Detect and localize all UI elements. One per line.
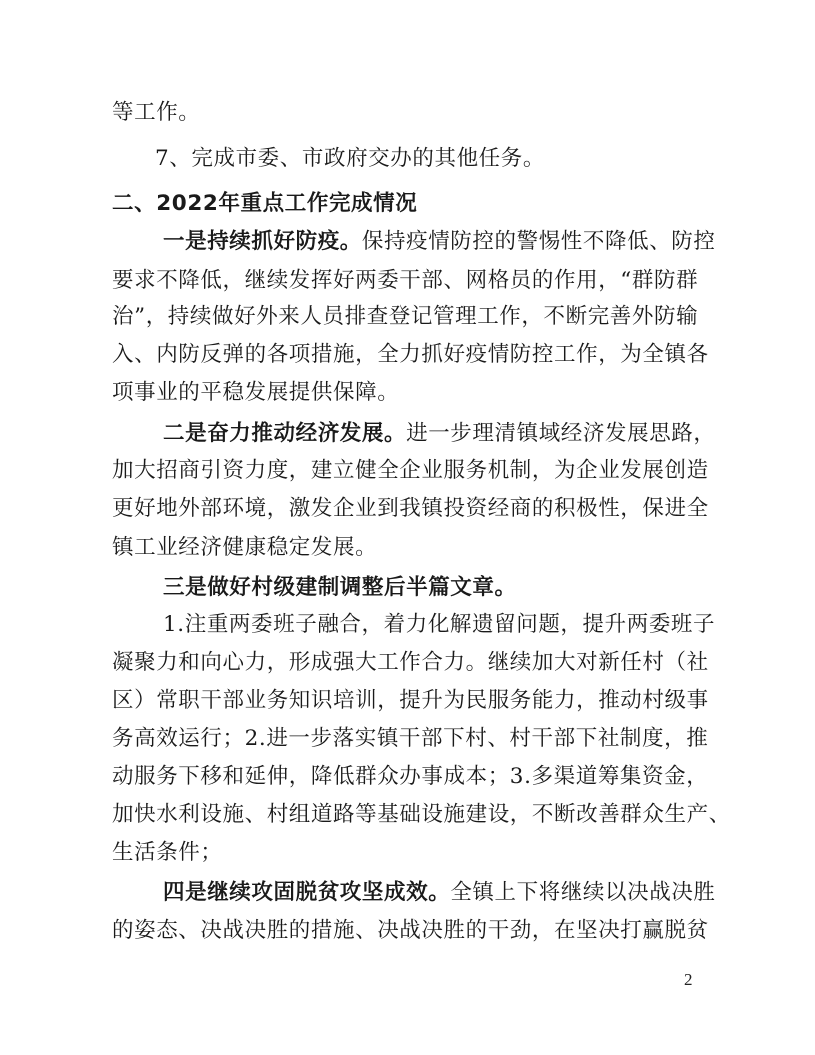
paragraph-4-line: 动服务下移和延伸，降低群众办事成本；3.多渠道筹集资金， xyxy=(112,764,709,789)
paragraph-text: 保持疫情防控的警惕性不降低、防控 xyxy=(361,229,716,254)
paragraph-1-line: 治”，持续做好外来人员排查登记管理工作，不断完善外防输 xyxy=(112,304,699,329)
paragraph-4-line: 凝聚力和向心力，形成强大工作合力。继续加大对新任村（社 xyxy=(112,650,709,675)
paragraph-lead: 一是持续抓好防疫。 xyxy=(163,229,362,254)
paragraph-lead: 二是奋力推动经济发展。 xyxy=(163,421,407,446)
paragraph-4-line: 生活条件； xyxy=(112,840,223,865)
paragraph-3-first-line xyxy=(163,573,517,603)
paragraph-5-line: 的姿态、决战决胜的措施、决战决胜的干劲，在坚决打赢脱贫 xyxy=(112,918,709,943)
paragraph-lead: 三是做好村级建制调整后半篇文章。 xyxy=(163,575,517,600)
paragraph-4-line: 务高效运行；2.进一步落实镇干部下村、村干部下社制度，推 xyxy=(112,726,709,751)
paragraph-5-first-line xyxy=(163,878,716,908)
paragraph-1-first-line xyxy=(163,227,716,257)
paragraph-text: 进一步理清镇域经济发展思路， xyxy=(406,421,716,446)
paragraph-lead: 四是继续攻固脱贫攻坚成效。 xyxy=(163,880,451,905)
list-item-7: 7、完成市委、市政府交办的其他任务。 xyxy=(155,146,545,171)
paragraph-1-line: 入、内防反弹的各项措施，全力抓好疫情防控工作，为全镇各 xyxy=(112,342,709,367)
paragraph-4-first-line: 1.注重两委班子融合，着力化解遗留问题，提升两委班子 xyxy=(163,612,716,637)
text-line: 等工作。 xyxy=(112,100,201,125)
paragraph-2-first-line xyxy=(163,419,716,449)
page-number: 2 xyxy=(684,970,693,989)
paragraph-2-line: 更好地外部环境，激发企业到我镇投资经商的积极性，保进全 xyxy=(112,496,709,521)
paragraph-2-line: 镇工业经济健康稳定发展。 xyxy=(112,535,378,560)
section-heading: 二、2022年重点工作完成情况 xyxy=(112,191,418,216)
paragraph-text: 全镇上下将继续以决战决胜 xyxy=(450,880,716,905)
paragraph-2-line: 加大招商引资力度，建立健全企业服务机制，为企业发展创造 xyxy=(112,458,709,483)
paragraph-1-line: 项事业的平稳发展提供保障。 xyxy=(112,380,400,405)
paragraph-4-line: 加快水利设施、村组道路等基础设施建设，不断改善群众生产、 xyxy=(112,802,731,827)
paragraph-4-line: 区）常职干部业务知识培训，提升为民服务能力，推动村级事 xyxy=(112,688,709,713)
paragraph-1-line: 要求不降低，继续发挥好两委干部、网格员的作用，“群防群 xyxy=(112,268,699,293)
